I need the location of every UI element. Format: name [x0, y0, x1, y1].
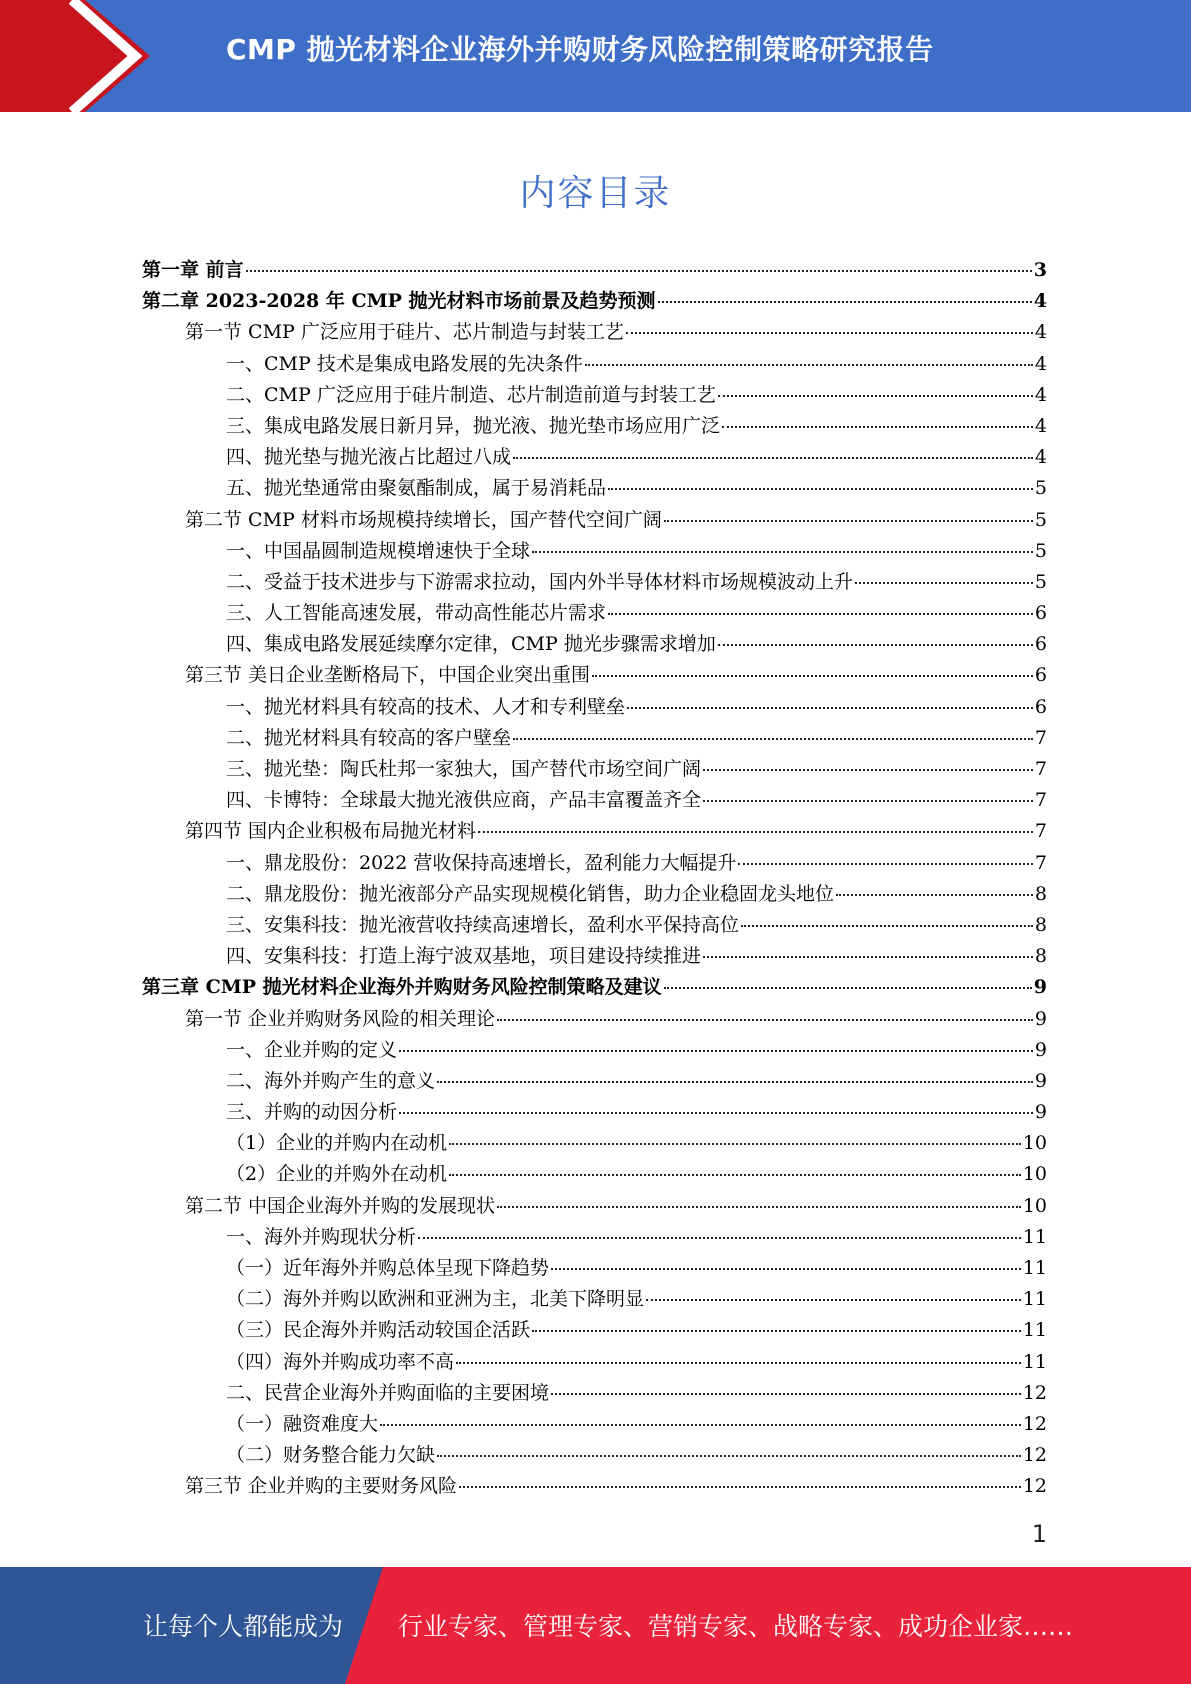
toc-entry-page: 11 [1022, 1350, 1047, 1373]
toc-entry[interactable] [142, 380, 1047, 411]
toc-entry-page: 4 [1033, 290, 1047, 313]
toc-leader-dots [608, 613, 1033, 615]
toc-entry[interactable] [142, 848, 1047, 879]
toc-entry[interactable] [142, 816, 1047, 847]
toc-leader-dots [551, 1268, 1021, 1270]
toc-entry[interactable] [142, 879, 1047, 910]
toc-entry-label: （三）民企海外并购活动较国企活跃 [226, 1319, 531, 1342]
toc-entry[interactable] [142, 1253, 1047, 1284]
toc-entry-page: 7 [1034, 851, 1047, 874]
toc-entry-label: 三、安集科技：抛光液营收持续高速增长，盈利水平保持高位 [226, 913, 740, 936]
toc-entry-page: 4 [1034, 383, 1047, 406]
toc-entry[interactable] [142, 1159, 1047, 1190]
toc-entry-label: （四）海外并购成功率不高 [226, 1350, 455, 1373]
toc-leader-dots [497, 1019, 1033, 1021]
page-number: 1 [1031, 1520, 1047, 1548]
toc-entry[interactable] [142, 473, 1047, 504]
toc-entry-label: 一、鼎龙股份：2022 营收保持高速增长，盈利能力大幅提升 [226, 851, 737, 874]
toc-entry[interactable] [142, 629, 1047, 660]
toc-leader-dots [646, 1299, 1021, 1301]
report-title: CMP 抛光材料企业海外并购财务风险控制策略研究报告 [226, 33, 934, 66]
toc-heading: 内容目录 [519, 173, 672, 214]
toc-entry[interactable] [142, 1128, 1047, 1159]
toc-entry[interactable] [142, 1191, 1047, 1222]
toc-leader-dots [449, 1143, 1021, 1145]
toc-entry-label: （二）财务整合能力欠缺 [226, 1444, 436, 1467]
toc-entry[interactable] [142, 1097, 1047, 1128]
toc-entry-label: 第一节 企业并购财务风险的相关理论 [185, 1007, 496, 1030]
toc-entry-page: 3 [1033, 259, 1047, 281]
toc-entry-label: 三、人工智能高速发展，带动高性能芯片需求 [226, 602, 607, 625]
toc-entry-label: 二、CMP 广泛应用于硅片制造、芯片制造前道与封装工艺 [226, 383, 716, 406]
toc-leader-dots [855, 582, 1033, 584]
footer-banner [0, 1567, 1191, 1684]
toc-entry-page: 6 [1034, 602, 1047, 625]
toc-entry-page: 12 [1022, 1381, 1047, 1404]
toc-entry[interactable] [142, 255, 1047, 286]
table-of-contents [142, 255, 1047, 1503]
toc-entry[interactable] [142, 1066, 1047, 1097]
toc-entry-label: （2）企业的并购外在动机 [226, 1163, 448, 1186]
toc-leader-dots [399, 1050, 1033, 1052]
toc-entry-page: 9 [1034, 1007, 1047, 1030]
toc-entry[interactable] [142, 1315, 1047, 1346]
toc-entry-label: （一）融资难度大 [226, 1412, 379, 1435]
toc-leader-dots [741, 925, 1033, 927]
toc-leader-dots [478, 831, 1033, 833]
toc-leader-dots [627, 707, 1033, 709]
toc-entry[interactable] [142, 1222, 1047, 1253]
toc-entry[interactable] [142, 1035, 1047, 1066]
toc-entry-label: 二、鼎龙股份：抛光液部分产品实现规模化销售，助力企业稳固龙头地位 [226, 882, 835, 905]
toc-entry[interactable] [142, 1440, 1047, 1471]
toc-entry-page: 5 [1034, 570, 1047, 593]
toc-entry-label: 三、抛光垫：陶氏杜邦一家独大，国产替代市场空间广阔 [226, 758, 702, 780]
toc-leader-dots [703, 956, 1033, 958]
toc-entry-page: 6 [1034, 633, 1047, 656]
toc-entry[interactable] [142, 286, 1047, 317]
toc-leader-dots [513, 457, 1033, 459]
toc-leader-dots [718, 644, 1033, 646]
toc-entry[interactable] [142, 411, 1047, 442]
toc-leader-dots [459, 1486, 1021, 1488]
toc-entry-label: 第三节 企业并购的主要财务风险 [185, 1475, 458, 1498]
toc-entry-label: 一、企业并购的定义 [226, 1038, 398, 1061]
toc-entry[interactable] [142, 317, 1047, 348]
toc-leader-dots [626, 332, 1033, 334]
toc-entry[interactable] [142, 536, 1047, 567]
toc-entry-page: 12 [1022, 1475, 1047, 1498]
toc-entry-page: 12 [1022, 1412, 1047, 1435]
toc-leader-dots [551, 1393, 1021, 1395]
toc-entry-label: 第二章 2023-2028 年 CMP 抛光材料市场前景及趋势预测 [142, 290, 656, 313]
toc-leader-dots [836, 894, 1033, 896]
toc-entry-page: 5 [1034, 477, 1047, 500]
toc-entry-label: 四、集成电路发展延续摩尔定律，CMP 抛光步骤需求增加 [226, 633, 716, 656]
toc-leader-dots [399, 1112, 1033, 1114]
toc-entry-label: 四、抛光垫与抛光液占比超过八成 [226, 446, 512, 469]
toc-entry-label: 一、CMP 技术是集成电路发展的先决条件 [226, 352, 583, 375]
toc-entry-page: 10 [1022, 1163, 1047, 1186]
toc-entry-label: 第一章 前言 [142, 259, 244, 281]
toc-leader-dots [703, 769, 1033, 771]
toc-entry-page: 9 [1034, 1101, 1047, 1124]
toc-entry-label: （1）企业的并购内在动机 [226, 1132, 448, 1155]
toc-entry-page: 4 [1034, 446, 1047, 469]
toc-entry-page: 6 [1034, 664, 1047, 687]
toc-entry[interactable] [142, 972, 1047, 1003]
toc-entry-label: 四、安集科技：打造上海宁波双基地，项目建设持续推进 [226, 945, 702, 968]
toc-entry-label: 五、抛光垫通常由聚氨酯制成，属于易消耗品 [226, 477, 607, 500]
toc-entry-label: 四、卡博特：全球最大抛光液供应商，产品丰富覆盖齐全 [226, 789, 702, 812]
toc-entry[interactable] [142, 723, 1047, 754]
toc-leader-dots [585, 364, 1033, 366]
toc-entry-page: 4 [1034, 321, 1047, 344]
toc-entry-page: 7 [1034, 789, 1047, 812]
toc-entry-page: 7 [1034, 758, 1047, 780]
toc-entry-label: 三、集成电路发展日新月异，抛光液、抛光垫市场应用广泛 [226, 414, 721, 437]
toc-entry-page: 4 [1034, 414, 1047, 437]
toc-leader-dots [703, 800, 1033, 802]
toc-entry[interactable] [142, 1378, 1047, 1409]
toc-leader-dots [532, 1330, 1021, 1332]
toc-leader-dots [722, 426, 1033, 428]
footer-slogan-right: 行业专家、管理专家、营销专家、战略专家、成功企业家…… [398, 1612, 1074, 1641]
toc-entry-page: 7 [1034, 820, 1047, 843]
toc-entry-label: （一）近年海外并购总体呈现下降趋势 [226, 1257, 550, 1279]
toc-entry[interactable] [142, 598, 1047, 629]
toc-entry[interactable] [142, 1409, 1047, 1440]
toc-entry-page: 11 [1022, 1288, 1047, 1311]
toc-entry-label: 第一节 CMP 广泛应用于硅片、芯片制造与封装工艺 [185, 321, 624, 344]
toc-entry-page: 11 [1022, 1225, 1047, 1248]
toc-leader-dots [664, 987, 1032, 989]
toc-leader-dots [608, 488, 1033, 490]
toc-leader-dots [437, 1081, 1033, 1083]
toc-leader-dots [449, 1174, 1021, 1176]
toc-entry-page: 10 [1022, 1132, 1047, 1155]
toc-entry-page: 8 [1034, 882, 1047, 905]
header-banner [0, 0, 1191, 112]
toc-entry-page: 4 [1034, 352, 1047, 375]
toc-entry-page: 7 [1034, 726, 1047, 749]
toc-leader-dots [738, 863, 1033, 865]
toc-leader-dots [664, 520, 1033, 522]
toc-entry-page: 11 [1022, 1319, 1047, 1342]
toc-leader-dots [456, 1362, 1021, 1364]
toc-entry-page: 9 [1033, 976, 1047, 999]
toc-entry[interactable] [142, 1471, 1047, 1502]
toc-entry-label: 第二节 中国企业海外并购的发展现状 [185, 1194, 496, 1217]
toc-entry[interactable] [142, 505, 1047, 536]
toc-entry[interactable] [142, 1004, 1047, 1035]
toc-leader-dots [658, 301, 1032, 303]
toc-leader-dots [513, 738, 1033, 740]
toc-entry[interactable] [142, 567, 1047, 598]
toc-entry-page: 8 [1034, 913, 1047, 936]
toc-leader-dots [437, 1455, 1021, 1457]
toc-entry-label: 第三章 CMP 抛光材料企业海外并购财务风险控制策略及建议 [142, 976, 662, 999]
toc-entry-page: 5 [1034, 539, 1047, 562]
toc-entry-page: 11 [1022, 1257, 1047, 1279]
toc-entry-label: 三、并购的动因分析 [226, 1101, 398, 1124]
toc-entry-label: 二、抛光材料具有较高的客户壁垒 [226, 726, 512, 749]
toc-leader-dots [532, 551, 1033, 553]
toc-entry[interactable] [142, 692, 1047, 723]
toc-entry-label: 一、中国晶圆制造规模增速快于全球 [226, 539, 531, 562]
toc-leader-dots [592, 675, 1033, 677]
toc-entry-label: 第四节 国内企业积极布局抛光材料 [185, 820, 477, 843]
toc-entry[interactable] [142, 442, 1047, 473]
toc-entry-page: 6 [1034, 695, 1047, 718]
toc-entry-label: 一、抛光材料具有较高的技术、人才和专利壁垒 [226, 695, 626, 718]
toc-entry-label: 二、民营企业海外并购面临的主要困境 [226, 1381, 550, 1404]
toc-entry-label: 二、海外并购产生的意义 [226, 1069, 436, 1092]
toc-leader-dots [718, 395, 1033, 397]
toc-entry-page: 12 [1022, 1444, 1047, 1467]
toc-leader-dots [418, 1237, 1021, 1239]
toc-entry-label: 一、海外并购现状分析 [226, 1225, 417, 1248]
toc-entry[interactable] [142, 785, 1047, 816]
toc-entry-label: 二、受益于技术进步与下游需求拉动，国内外半导体材料市场规模波动上升 [226, 570, 854, 593]
toc-leader-dots [246, 270, 1032, 272]
toc-entry[interactable] [142, 349, 1047, 380]
toc-entry[interactable] [142, 1284, 1047, 1315]
toc-entry-label: 第三节 美日企业垄断格局下，中国企业突出重围 [185, 664, 591, 687]
toc-entry[interactable] [142, 660, 1047, 691]
toc-leader-dots [497, 1206, 1021, 1208]
toc-entry[interactable] [142, 941, 1047, 972]
toc-leader-dots [380, 1424, 1021, 1426]
toc-entry[interactable] [142, 910, 1047, 941]
toc-entry-page: 9 [1034, 1038, 1047, 1061]
toc-entry-page: 10 [1022, 1194, 1047, 1217]
toc-entry-label: （二）海外并购以欧洲和亚洲为主，北美下降明显 [226, 1288, 645, 1311]
toc-entry[interactable] [142, 754, 1047, 785]
toc-entry[interactable] [142, 1347, 1047, 1378]
footer-slogan-left: 让每个人都能成为 [143, 1612, 344, 1641]
toc-entry-page: 9 [1034, 1069, 1047, 1092]
toc-entry-page: 8 [1034, 945, 1047, 968]
toc-entry-page: 5 [1034, 508, 1047, 531]
toc-entry-label: 第二节 CMP 材料市场规模持续增长，国产替代空间广阔 [185, 508, 662, 531]
